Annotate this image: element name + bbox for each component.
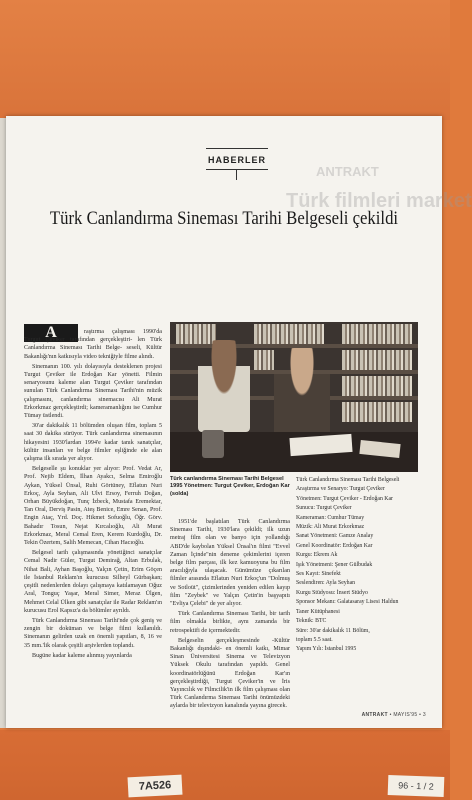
books (342, 402, 412, 422)
credit-line: Teknik: BTC (296, 618, 327, 625)
credit-line: Araştırma ve Senaryo: Turgut Çeviker (296, 486, 385, 493)
dropcap: A (24, 324, 78, 342)
magazine-page (6, 116, 472, 728)
credit-line: Ses Kayıt: Sinefekt (296, 571, 341, 578)
collage-word: Türk filmleri market (286, 190, 472, 212)
paragraph: 1951'de başlatılan Türk Canlandırma Sineması Tarihi, 1930'lara çekildi; ilk uzun metraj film olan ve banyo için yollandığı ABD'de kaybolan Yüksel Ünsal'ın filmi "Evvel Zaman İçinde"nin deneme çekimlerini içeren belge film parçası, ilk kez kamuoyuna bu film aracılığıyla ulaşacak. Günümüze çıkarılan filmler arasında Eflatun Nuri Erkoç'un "Dolmuş ve Sotloüt", çizimlerinden yeniden edilen kayıp film "Zeybek" ve Yalçın Çetin'in başyapıtı "Evliya Çelebi" de yer alıyor. (170, 519, 290, 608)
collage-word: ANTRAKT (316, 164, 379, 179)
page-footer (336, 712, 426, 718)
archive-sticker: 7A526 (128, 775, 183, 798)
credit-line: Yapım Yılı: İstanbul 1995 (296, 646, 357, 653)
paragraph: raştırma çalışması 1990'da Turgut Çeviker tarafından gerçekleştiri- len Türk Canlandırma Sineması Tarihi Belge- seseli, Kültür Bakanlığı'nın katkısıyla video tekniğiyle filme alındı. (24, 329, 162, 360)
credit-line: Genel Koordinatör: Erdoğan Kar (296, 542, 373, 549)
footer-page-number: 3 (422, 712, 426, 718)
photo-caption: Türk canlandırma Sineması Tarihi Belgesel 1995 Yönetmen: Turgut Çeviker, Erdoğan Kar (solda) (170, 476, 290, 497)
books (342, 376, 412, 396)
credit-line: Kurgu Stüdyosu: İnsert Stüdyo (296, 589, 368, 596)
article-column-2 (170, 518, 290, 718)
books (342, 350, 412, 370)
background-bottom (0, 730, 450, 800)
section-header-label: HABERLER (207, 155, 266, 165)
footer-issue: MAYIS'95 (393, 712, 418, 718)
books (342, 324, 412, 344)
credit-line: Sunucu: Turgut Çeviker (296, 505, 352, 512)
credit-line: Kurgu: Ekrem Ak (296, 552, 338, 559)
credit-line: Taner Kütüphanesi (296, 608, 340, 615)
article-title: Türk Canlandırma Sineması Tarihi Belgeseli çekildi (49, 208, 399, 229)
paragraph: Bugüne kadar kaleme alınmış yayınlarda (32, 652, 132, 659)
article-column-1 (24, 328, 162, 716)
paragraph: Belgeselin gerçekleşmesinde -Kültür Bakanlığı dışındaki- en önemli katkı, Mimar Sinan Üniversitesi Sinema ve Televizyon Yüksek Okulu tarafından yapıldı. Genel koordinatörlüğünü Erdoğan Kar'ın gerçekleştirdiği, Turgut Çeviker'in ve İris Yayıncılık ve Filmcilik'in ilk film çalışması olan Türk Canlandırma Sineması Tarihi önümüzdeki aylarda bir televizyon kanalında yayına girecek. (170, 637, 290, 710)
article-photo (170, 322, 418, 472)
credit-line: Müzik: Ali Murat Erkorkmaz (296, 524, 365, 531)
credit-line: Kameraman: Cumhur Tümay (296, 514, 365, 521)
footer-separator: • (419, 712, 422, 718)
footer-magazine: ANTRAKT (361, 712, 388, 718)
credit-line: Türk Canlandırma Sineması Tarihi Belgeseli (296, 477, 400, 483)
credit-line: Sanat Yönetmeni: Gamze Analay (296, 533, 374, 540)
credits-box (296, 476, 418, 655)
film-projector (202, 430, 224, 458)
paragraph: Türk Canlandırma Sineması Tarihi'nde çok geniş ve zengin bir doküman ve belge filmi kullanıldı. Sinemanın gelirden uzak en önemli yapıtları, 8, 16 ve 35 mm.'lik olarak çeşitli arşivlerden toplandı. (24, 617, 162, 649)
credit-line: Işık Yönetmeni: Şener Gülbudak (296, 561, 373, 568)
paragraph: Türk Canlandırma Sineması Tarihi, bir tarih film olmakla birlikte, aynı zamanda bir retrospektifi de içermektedir. (170, 611, 290, 634)
section-header (206, 148, 268, 170)
archive-tag-note: 96 - 1 / 2 (388, 775, 445, 797)
credit-line: Seslendiren: Ayla Seyhan (296, 580, 356, 587)
credit-line: Sponsor Mekanı: Galatasaray Lisesi Haldun (296, 599, 399, 606)
paragraph: Sinemanın 100. yılı dolayısıyla desteklenen projesi Turgut Çeviker ile Erdoğan Kar yönetti. Filmin senaryosunu kaleme alan Turgut Çeviker tarafından sunulan Türk Canlandırma Sineması Tarihi'nin müzik çalışmasını, canlandırma sinemacısı Ali Murat Erkorkmaz gerçekleştirdi; kameramanlığını ise Cumhur Tümay üstlendi. (24, 363, 162, 420)
footer-separator: • (389, 712, 392, 718)
header-divider (236, 170, 237, 180)
books (254, 324, 324, 344)
credit-line: Süre: 30'ar dakikalık 11 Bölüm, (296, 627, 370, 634)
person-left (198, 340, 250, 432)
person-right (274, 348, 330, 440)
credit-line: Yönetmen: Turgut Çeviker - Erdoğan Kar (296, 495, 393, 502)
books (254, 350, 274, 370)
background-top (0, 0, 450, 120)
paragraph: 30'ar dakikalık 11 bölümden oluşan film, toplam 5 saat 30 dakika sürüyor. Türk canlandırma sinemasının hikayesini 1930'lardan 1994'e kadar tanık sanatçılar, kültür insanları ve belge filmler eşliğinde ele alan çalışma ilk sırada yer alıyor. (24, 423, 162, 463)
credit-line: toplam 5.5 saat. (296, 636, 333, 643)
paragraph: Belgeselle şu konuklar yer alıyor: Prof. Vedat Ar, Prof. Nejib Eldem, İlhan Ayakcı, Selma Emiroğlu Aykan, Yüksel Ünsal, Ruhi Görtüney, Eflatun Nuri Erkoç, Ayla Seyhan, Ali Ulvi Ersoy, Ferruh Doğan, Orhan Büyükdoğan, Tunç İzbeck, Mustafa Eremektar, Tan Oral, Derviş Pasin, Ateş Benice, Emre Senan, Prof. Engin Ataç, Yrd. Doç. Hikmet Sofuoğlu, Öğr. Görv. Bahadır Tosun, Nejat Kırcalıoğlu, Ali Murat Erkorkmaz, Meral Cemal Eren, Kerem Kurdoğlu, Dr. Tekin Özertem, Salih Memecan, Cihan Hacıoğlu. (24, 466, 162, 547)
paragraph: Belgesel tarih çalışmasında yönetiğinci sanatçılar Cemal Nadir Güler, Turgut Demirağ, Altan Erbulak, Nihat Bali, Ayhan Başoğlu, Yalçın Çetin, Erim Göçen ile İstanbul Reklam'ın kurucusu Silheyl Gürbaşkan; çeşitli nedenlerden dolayı çalışmaya katılamayan Oğuz Aral, Tonguç Yaşar, Meral Simer, Meraz Ülgen, Mehmet Celal Ülken gibi sanatçılar ile Radar Reklam'ın kurucusu Erol Kapsız'a da bölümler ayrıldı. (24, 550, 162, 614)
